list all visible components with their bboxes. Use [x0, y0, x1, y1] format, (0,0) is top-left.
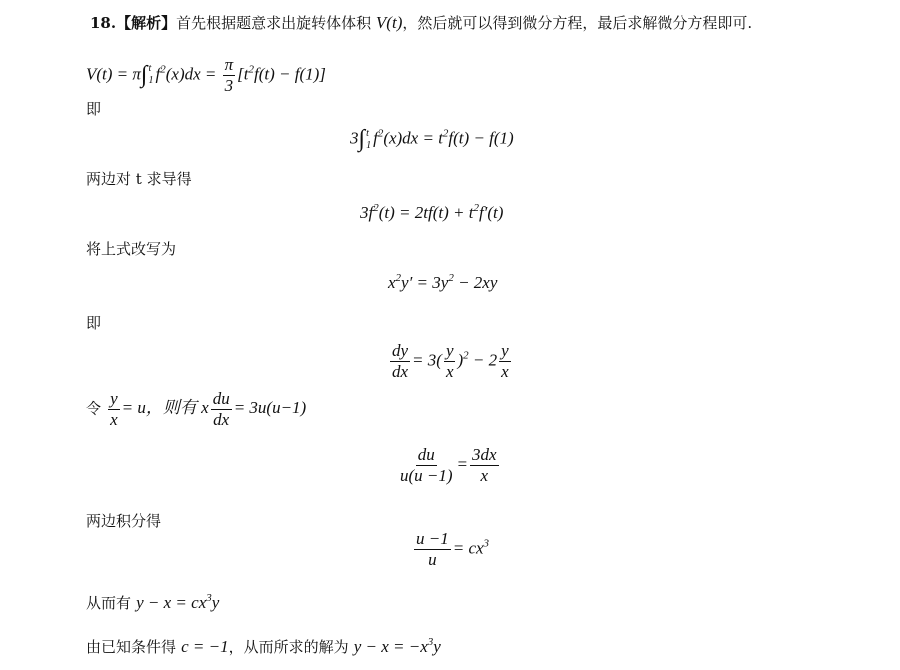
- frac-num: π: [224, 55, 234, 74]
- final-mid: ，从而所求的解为: [228, 638, 349, 656]
- eq1-body-suffix: (x)dx =: [165, 64, 217, 84]
- y-x-fraction: [499, 342, 511, 381]
- pi-over-3: [223, 56, 236, 95]
- frac-den: u(u −1): [400, 465, 453, 485]
- derivative-equation: [360, 203, 503, 223]
- frac-num: du: [212, 389, 230, 408]
- solution-header: [90, 12, 752, 33]
- sub-eq-u: = u，则有 x: [121, 398, 209, 418]
- ode-equation: [388, 273, 497, 293]
- eq4-exp1: 2: [395, 272, 402, 284]
- result-prefix: 从而有: [86, 594, 132, 612]
- eq5-minus: − 2: [468, 350, 498, 370]
- homogeneous-equation: [388, 342, 513, 381]
- integral-sign: ∫: [358, 126, 366, 152]
- y-x-fraction: [108, 390, 120, 429]
- eq3-part3: f′(t): [478, 203, 504, 222]
- eq1-rhs-open: [t: [237, 64, 249, 84]
- final-line: [86, 636, 441, 657]
- eq2-rhs-rest: f(t) − f(1): [448, 128, 514, 148]
- eq3-part1: 3f: [360, 203, 374, 222]
- eq3-part2: (t) = 2tf(t) + t: [378, 203, 474, 222]
- integral-limits: [149, 63, 154, 87]
- frac-den: dx: [392, 361, 409, 381]
- frac-den: x: [501, 361, 509, 381]
- final-suffix: y: [433, 637, 441, 656]
- eq6-eq: =: [456, 454, 469, 474]
- final-prefix: 由已知条件得: [86, 638, 177, 656]
- frac-num: dy: [392, 341, 409, 360]
- header-outro: ，然后就可以得到微分方程，最后求解微分方程即可.: [402, 14, 753, 32]
- eq4-part2: y′ = 3y: [401, 273, 449, 292]
- eq5-close: ): [457, 350, 464, 370]
- eq2-body-exp: 2: [377, 127, 384, 140]
- eq1-body-exp: 2: [160, 63, 166, 76]
- word-ji-2: 即: [86, 314, 102, 332]
- integrate-text: 两边积分得: [86, 512, 162, 530]
- du-dx-fraction: [211, 390, 232, 429]
- eq4-part1: x: [388, 273, 396, 292]
- frac-den: u: [428, 549, 437, 569]
- frac-den: 3: [224, 75, 234, 95]
- integral-limits: [366, 128, 371, 152]
- frac-num: du: [417, 445, 435, 464]
- eq7-rhs: = cx: [452, 538, 484, 558]
- result-exp: 3: [206, 592, 212, 604]
- eq2-body-suffix: (x)dx = t: [383, 128, 443, 148]
- sub-rest: = 3u(u−1): [233, 398, 307, 418]
- ling-word: 令: [86, 399, 102, 418]
- eq5-exp: 2: [463, 349, 469, 362]
- eq3-exp2: 2: [473, 202, 479, 214]
- frac-num: u −1: [416, 529, 449, 548]
- final-exp: 3: [427, 636, 434, 648]
- separated-equation: [396, 446, 501, 485]
- eq1-rhs-rest: f(t) − f(1)]: [254, 64, 326, 84]
- u-minus-1-over-u-fraction: [414, 530, 451, 569]
- upper-limit: t: [148, 63, 152, 75]
- eq1-body-prefix: f: [155, 64, 161, 84]
- integral-equation: [350, 126, 514, 153]
- eq2-coef: 3: [350, 128, 359, 148]
- eq3-exp1: 2: [373, 202, 379, 214]
- frac-den: x: [445, 361, 454, 381]
- eq2-rhs-exp: 2: [442, 127, 449, 140]
- frac-num: y: [445, 341, 454, 360]
- problem-number: 18.: [90, 14, 117, 32]
- result-expr: y − x = cx: [136, 593, 207, 612]
- volume-equation: [86, 56, 326, 95]
- eq1-rhs-exp: 2: [248, 63, 254, 76]
- integrated-equation: [412, 530, 489, 569]
- frac-num: y: [110, 389, 118, 408]
- frac-den: dx: [213, 409, 230, 429]
- eq2-body-prefix: f: [373, 128, 378, 148]
- lower-limit: 1: [366, 139, 372, 151]
- frac-num: y: [501, 341, 509, 360]
- final-expr: y − x = −x: [353, 637, 428, 656]
- final-cond: c = −1: [181, 637, 229, 656]
- result-suffix: y: [211, 593, 220, 612]
- analysis-tag: 【解析】: [116, 14, 177, 32]
- three-dx-over-x-fraction: [470, 446, 499, 485]
- dy-dx-fraction: [390, 342, 410, 381]
- eq5-mid: = 3(: [412, 350, 442, 370]
- frac-num: 3dx: [472, 445, 497, 464]
- upper-limit: t: [366, 127, 369, 139]
- derive-text: 两边对 t 求导得: [86, 170, 192, 188]
- y-x-fraction: [444, 342, 456, 381]
- eq4-exp2: 2: [448, 272, 454, 284]
- frac-den: x: [480, 465, 489, 485]
- eq4-part3: − 2xy: [453, 273, 498, 292]
- eq1-lhs: V(t) = π: [86, 64, 141, 84]
- integral-sign: ∫: [140, 61, 148, 88]
- du-over-u-fraction: [398, 446, 455, 485]
- rewrite-text: 将上式改写为: [86, 240, 177, 258]
- lower-limit: 1: [148, 75, 154, 87]
- result-line: [86, 592, 219, 613]
- word-ji-1: 即: [86, 100, 102, 118]
- header-vt: V(t): [375, 13, 403, 32]
- eq7-exp: 3: [483, 537, 490, 550]
- header-intro: 首先根据题意求出旋转体体积: [176, 14, 372, 32]
- frac-den: x: [110, 409, 118, 429]
- substitution-line: [86, 390, 306, 429]
